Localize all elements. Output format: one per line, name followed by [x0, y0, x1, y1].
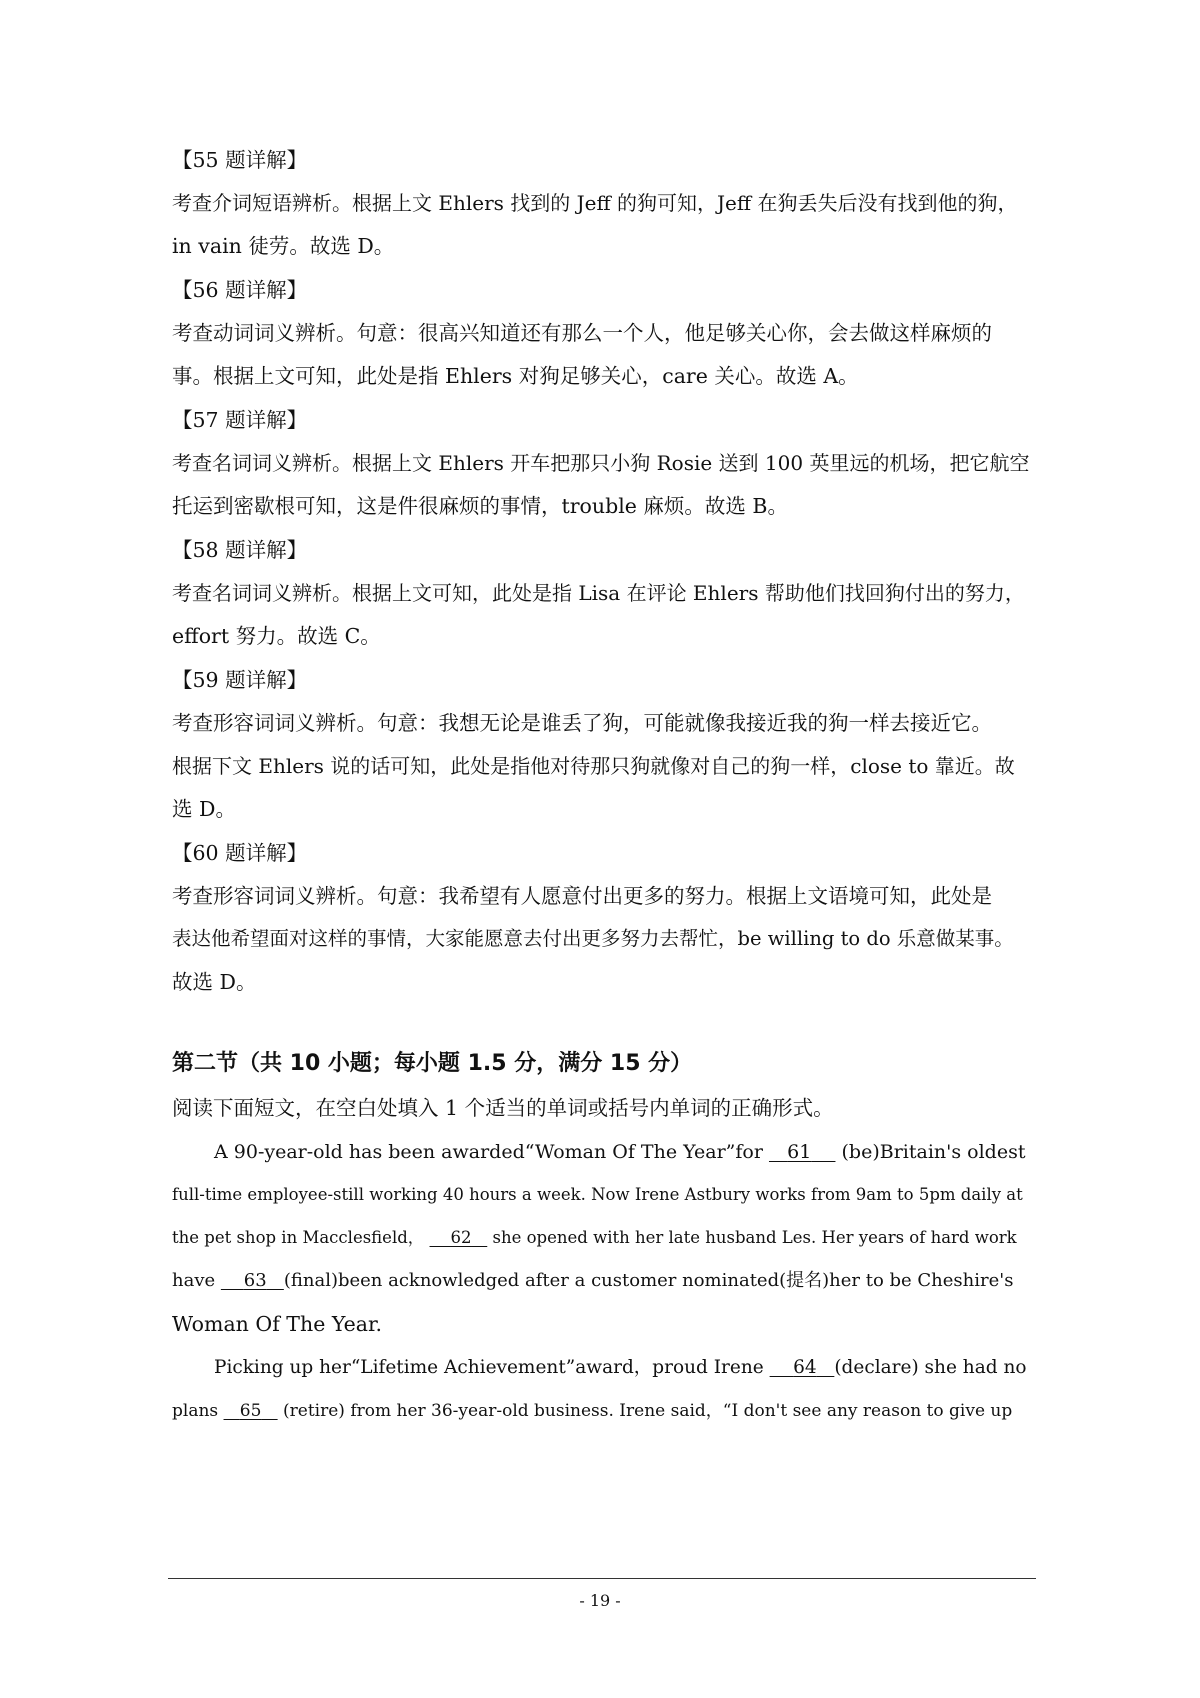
passage-line [172, 1267, 1032, 1295]
explanation-heading-60: 【60 题详解】 [172, 841, 308, 865]
explanation-text: in vain 徒劳。故选 D。 [172, 234, 395, 258]
page-number: - 19 - [579, 1591, 621, 1610]
passage-line [214, 1138, 1032, 1166]
passage-line: Woman Of The Year. [172, 1312, 383, 1336]
passage-line: full-time employee-still working 40 hours a week. Now Irene Astbury works from 9am to 5pm daily at [172, 1185, 1023, 1204]
explanation-text: 考查动词词义辨析。句意：很高兴知道还有那么一个人，他足够关心你，会去做这样麻烦的 [172, 321, 992, 345]
blank-63: 63 [243, 1270, 267, 1291]
blank-65: 65 [239, 1401, 262, 1421]
passage-text: have [172, 1270, 221, 1291]
passage-line [172, 1397, 1032, 1425]
passage-text: she opened with her late husband Les. Her years of hard work [487, 1228, 1017, 1247]
explanation-heading-58: 【58 题详解】 [172, 538, 308, 562]
passage-text: the pet shop in Macclesfield， [172, 1228, 430, 1247]
explanation-heading-59: 【59 题详解】 [172, 668, 308, 692]
section-instruction: 阅读下面短文，在空白处填入 1 个适当的单词或括号内单词的正确形式。 [172, 1096, 834, 1120]
explanation-text: 考查形容词词义辨析。句意：我希望有人愿意付出更多的努力。根据上文语境可知，此处是 [172, 884, 992, 908]
explanation-text: 故选 D。 [172, 970, 257, 994]
explanation-text: 事。根据上文可知，此处是指 Ehlers 对狗足够关心，care 关心。故选 A。 [172, 364, 859, 388]
explanation-text: effort 努力。故选 C。 [172, 624, 381, 648]
explanation-text: 选 D。 [172, 797, 236, 821]
passage-text: A 90-year-old has been awarded“Woman Of The Year”for [214, 1141, 769, 1163]
passage-text: (final)been acknowledged after a customer nominated(提名)her to be Cheshire's [283, 1270, 1014, 1291]
explanation-text: 托运到密歇根可知，这是件很麻烦的事情，trouble 麻烦。故选 B。 [172, 494, 788, 518]
blank-61: 61 [787, 1141, 812, 1163]
passage-text: Picking up her“Lifetime Achievement”award，proud Irene [214, 1357, 770, 1378]
explanation-text: 根据下文 Ehlers 说的话可知，此处是指他对待那只狗就像对自己的狗一样，close to 靠近。故 [172, 754, 1015, 778]
explanation-heading-55: 【55 题详解】 [172, 148, 308, 172]
passage-text: (retire) from her 36-year-old business. Irene said，“I don't see any reason to give up [277, 1401, 1013, 1421]
passage-text: (be)Britain's oldest [835, 1141, 1026, 1163]
explanation-text: 表达他希望面对这样的事情，大家能愿意去付出更多努力去帮忙，be willing to do 乐意做某事。 [172, 927, 1014, 950]
explanation-text: 考查名词词义辨析。根据上文可知，此处是指 Lisa 在评论 Ehlers 帮助他们找回狗付出的努力， [172, 581, 1025, 605]
explanation-heading-56: 【56 题详解】 [172, 278, 308, 302]
passage-line [214, 1354, 1032, 1382]
explanation-text: 考查介词短语辨析。根据上文 Ehlers 找到的 Jeff 的狗可知，Jeff 在狗丢失后没有找到他的狗， [172, 191, 1018, 215]
explanation-heading-57: 【57 题详解】 [172, 408, 308, 432]
explanation-text: 考查形容词词义辨析。句意：我想无论是谁丢了狗，可能就像我接近我的狗一样去接近它。 [172, 711, 992, 735]
section-heading: 第二节（共 10 小题；每小题 1.5 分，满分 15 分） [172, 1051, 693, 1076]
passage-text: plans [172, 1401, 224, 1421]
passage-line [172, 1224, 1032, 1252]
blank-62: 62 [450, 1228, 472, 1247]
explanation-text: 考查名词词义辨析。根据上文 Ehlers 开车把那只小狗 Rosie 送到 100 英里远的机场，把它航空 [172, 451, 1030, 475]
blank-64: 64 [793, 1357, 817, 1378]
passage-text: (declare) she had no [834, 1357, 1027, 1378]
footer-rule [168, 1578, 1036, 1579]
